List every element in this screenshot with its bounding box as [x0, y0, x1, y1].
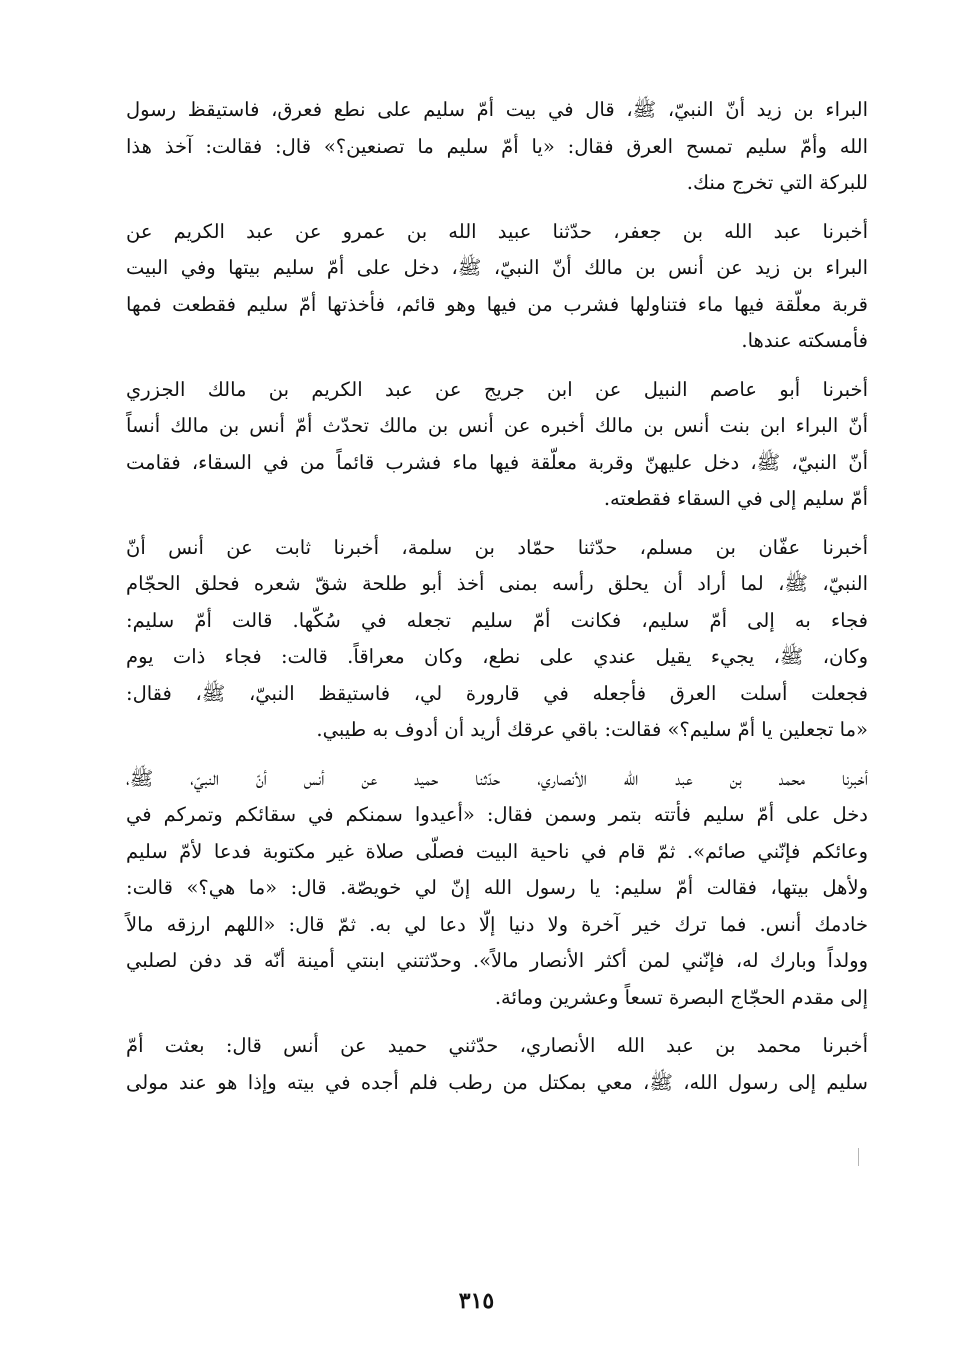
- paragraph-6: [126, 1028, 868, 1101]
- text-line: أخبرنا أبو عاصم النبيل عن ابن جريج عن عبد الكريم بن مالك الجزري: [126, 377, 868, 401]
- text-line: وولداً وبارك له، فإنّني لمن أكثر الأنصار مالاً». وحدّثتني ابنتي أمينة أنّه قد دفن لصلبي: [126, 949, 868, 972]
- text-line: وكان، ﷺ، يجيء يقيل عندي على نطع، وكان معراقاً. قالت: فجاء ذات يوم: [126, 645, 868, 668]
- text-line: الله وأمّ سليم تمسح العرق فقال: «يا أمّ سليم ما تصنعين؟» قال: فقالت: آخذ هذا: [126, 134, 868, 158]
- scan-mark: [858, 1148, 859, 1166]
- page-number: ٣١٥: [458, 1288, 495, 1314]
- text-line: أمّ سليم إلى في السقاء فقطعته.: [603, 487, 868, 510]
- text-line: أخبرنا محمد بن عبد الله الأنصاري، حدّثنا حميد عن أنس أنّ النبيّ، ﷺ،: [126, 766, 868, 790]
- text-line: أنّ البراء ابن بنت أنس بن مالك أخبره عن أنس بن مالك تحدّث أمّ أنس بن مالك أنساً: [126, 414, 868, 437]
- text-line: أنّ النبيّ، ﷺ، دخل عليهنّ وقربة معلّقة فيها ماء فشرب قائماً من في السقاء، فقامت: [126, 450, 868, 474]
- text-line: أخبرنا عفّان بن مسلم، حدّثنا حمّاد بن سلمة، أخبرنا ثابت عن أنس أنّ: [126, 535, 868, 559]
- text-line: فجاء به إلى أمّ سليم، فكانت أمّ سليم تجعله في سُكّها. قالت أمّ سليم:: [126, 608, 868, 632]
- text-line: خادمك أنس. فما ترك خير آخرة ولا دنيا إلّا دعا لي به. ثمّ قال: «اللهم ارزقه مالاً: [126, 912, 868, 936]
- text-line: سليم إلى رسول الله، ﷺ، معي بمكتل من رطب فلم أجده في بيته وإذا هو عند مولى: [126, 1070, 868, 1094]
- paragraph-5: [126, 761, 868, 1017]
- text-line: النبيّ، ﷺ، لما أراد أن يحلق رأسه بمنى أخذ أبو طلحة شقّ شعره فحلق الحجّام: [126, 572, 868, 595]
- text-line: قربة معلّقة فيها ماء فتناولها فشرب من فيها وهو قائم، فأخذتها أمّ سليم فقطعت فمها: [126, 292, 868, 316]
- text-line: أخبرنا محمد بن عبد الله الأنصاري، حدّثني حميد عن أنس قال: بعثت أمّ: [126, 1034, 868, 1057]
- text-line: إلى مقدم الحجّاج البصرة تسعاً وعشرين ومائة.: [494, 985, 868, 1009]
- paragraph-4: [126, 530, 868, 749]
- text-line: أخبرنا عبد الله بن جعفر، حدّثنا عبيد الله بن عمرو عن عبد الكريم عن: [126, 219, 868, 243]
- text-line: البراء بن زيد أنّ النبيّ، ﷺ، قال في بيت أمّ سليم على نطع فعرق، فاستيقظ رسول: [126, 98, 868, 121]
- text-line: فجعلت أسلت العرق فأجعله في قارورة لي، فاستيقظ النبيّ، ﷺ، فقال:: [126, 681, 868, 705]
- text-line: للبركة التي تخرج منك.: [686, 171, 868, 194]
- body-text: [126, 92, 868, 1101]
- paragraph-1: [126, 92, 868, 202]
- text-line: وعائكم فإنّني صائم». ثمّ قام في ناحية البيت فصلّى صلاة غير مكتوبة فدعا لأمّ سليم: [126, 839, 868, 863]
- paragraph-2: [126, 214, 868, 360]
- text-line: دخل على أمّ سليم فأتته بتمر وسمن فقال: «أعيدوا سمنكم في سقائكم وتمركم في: [126, 803, 868, 826]
- text-line: ولأهل بيتها، فقالت أمّ سليم: يا رسول الله إنّ لي خويصّة. قال: «ما هي؟» قالت:: [126, 876, 868, 899]
- paragraph-3: [126, 372, 868, 518]
- text-line: «ما تجعلين يا أمّ سليم؟» فقالت: باقي عرقك أريد أن أدوف به طيبي.: [316, 718, 868, 741]
- text-line: فأمسكته عندها.: [741, 329, 868, 352]
- text-line: البراء بن زيد عن أنس بن مالك أنّ النبيّ، ﷺ، دخل على أمّ سليم بيتها وفي البيت: [126, 256, 868, 279]
